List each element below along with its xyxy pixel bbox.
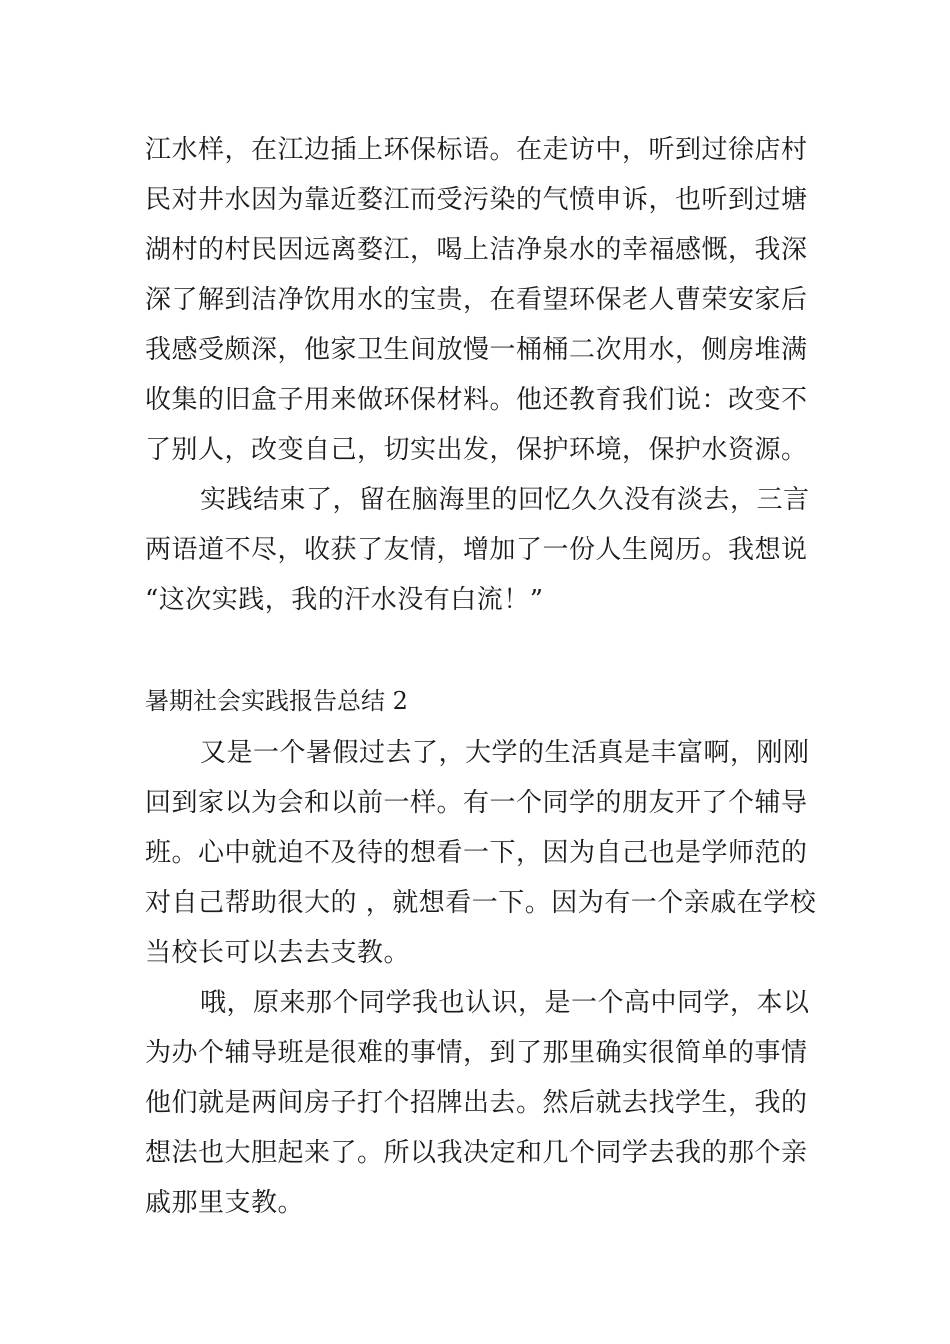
paragraph-line: 当校长可以去去支教。 [145, 938, 411, 968]
paragraph-line: 两语道不尽，收获了友情，增加了一份人生阅历。我想说 [145, 535, 808, 565]
paragraph-line: 戚那里支教。 [145, 1188, 305, 1218]
paragraph-line: 湖村的村民因远离婺江，喝上洁净泉水的幸福感慨，我深 [145, 235, 808, 265]
paragraph-line: 他们就是两间房子打个招牌出去。然后就去找学生，我的 [145, 1088, 808, 1118]
paragraph-line: 收集的旧盒子用来做环保材料。他还教育我们说：改变不 [145, 385, 808, 415]
paragraph-line: 民对井水因为靠近婺江而受污染的气愤申诉，也听到过塘 [145, 185, 808, 215]
paragraph-line: 班。心中就迫不及待的想看一下，因为自己也是学师范的 [145, 838, 808, 868]
paragraph-line: 为办个辅导班是很难的事情，到了那里确实很简单的事情 [145, 1038, 808, 1068]
paragraph-line: 我感受颇深，他家卫生间放慢一桶桶二次用水，侧房堆满 [145, 335, 808, 365]
paragraph-line: “这次实践，我的汗水没有白流！” [145, 585, 544, 615]
paragraph-line: 深了解到洁净饮用水的宝贵，在看望环保老人曹荣安家后 [145, 285, 808, 315]
paragraph-line: 回到家以为会和以前一样。有一个同学的朋友开了个辅导 [145, 788, 808, 818]
paragraph-line: 实践结束了，留在脑海里的回忆久久没有淡去，三言 [200, 485, 810, 515]
paragraph-line: 江水样，在江边插上环保标语。在走访中，听到过徐店村 [145, 135, 808, 165]
paragraph-line: 哦，原来那个同学我也认识，是一个高中同学，本以 [200, 988, 810, 1018]
paragraph-line: 想法也大胆起来了。所以我决定和几个同学去我的那个亲 [145, 1138, 808, 1168]
paragraph-line: 对自己帮助很大的 ，就想看一下。因为有一个亲戚在学校 [145, 888, 817, 918]
section-heading: 暑期社会实践报告总结 2 [145, 687, 408, 715]
paragraph-line: 了别人，改变自己，切实出发，保护环境，保护水资源。 [145, 435, 808, 465]
paragraph-line: 又是一个暑假过去了，大学的生活真是丰富啊，刚刚 [200, 738, 810, 768]
